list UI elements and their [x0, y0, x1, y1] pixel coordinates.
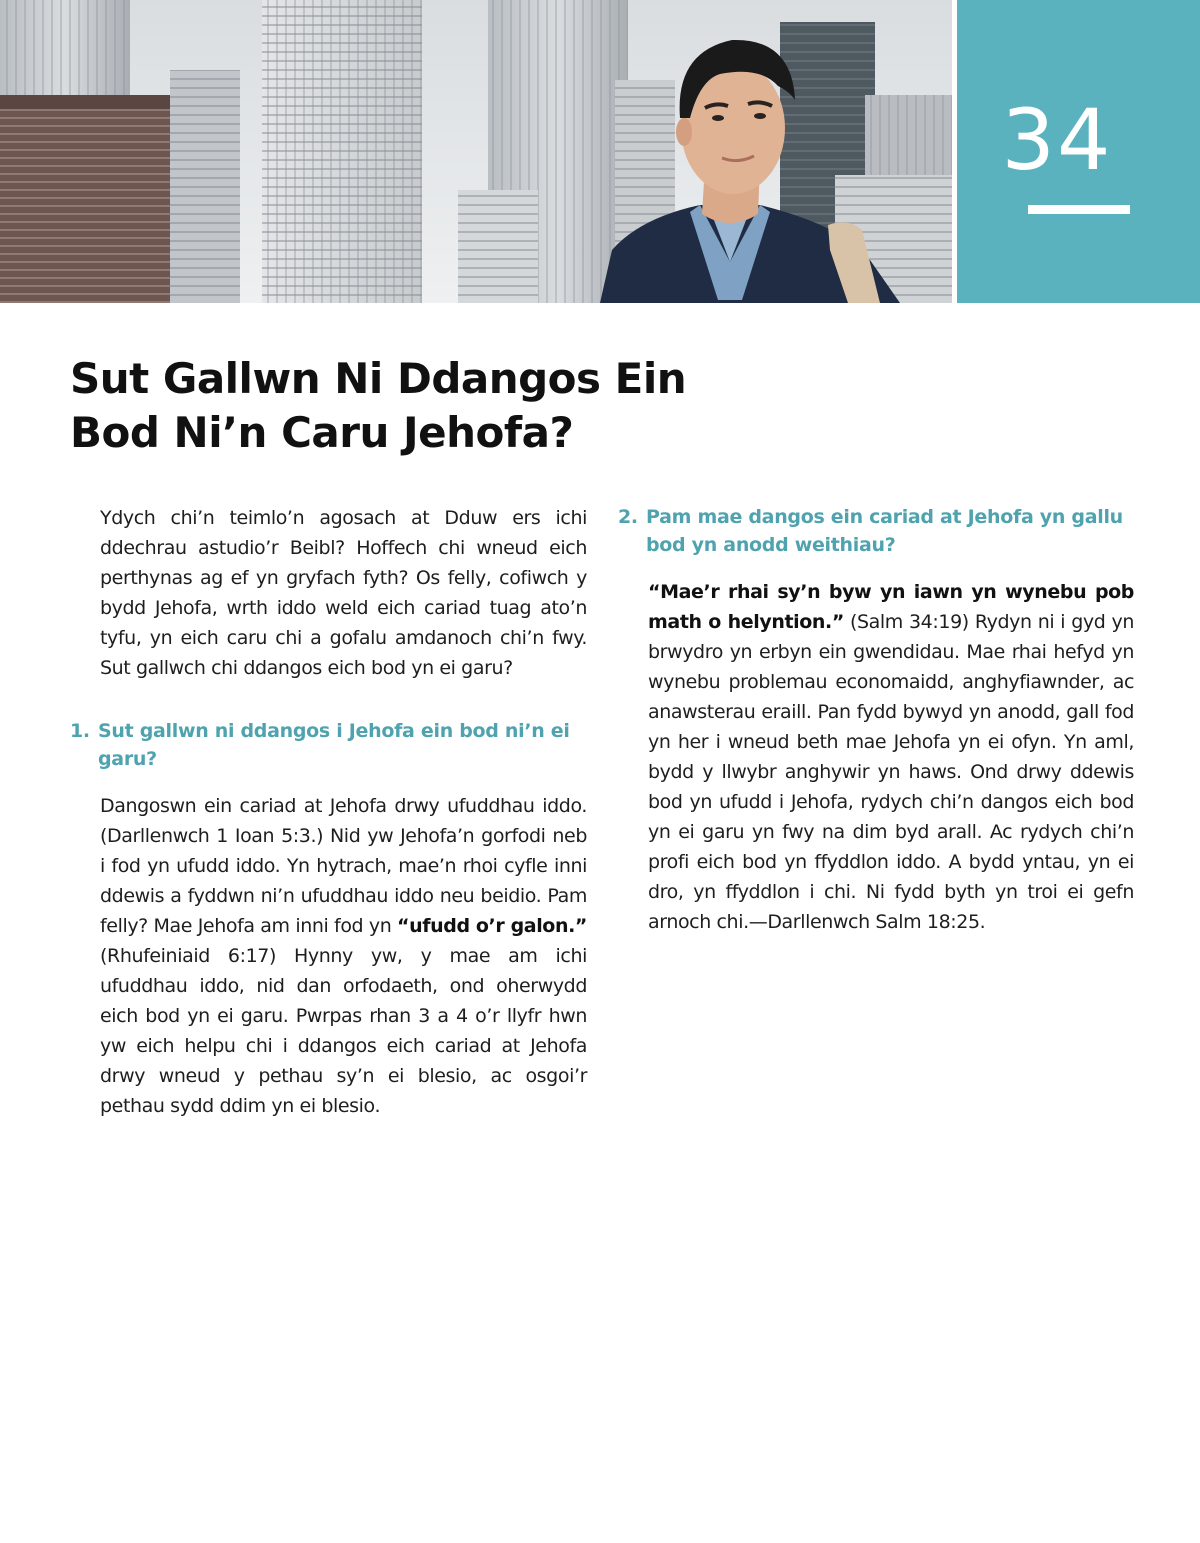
right-column: [618, 503, 1134, 937]
page-title: [70, 352, 890, 460]
lesson-number: 34: [1001, 91, 1113, 189]
page-title-line-1: Sut Gallwn Ni Ddangos Ein: [70, 354, 687, 403]
lesson-number-box: [957, 0, 1200, 303]
section-1-number: 1.: [70, 720, 90, 742]
section-2-paragraph: [618, 577, 1134, 937]
section-1-question-text: Sut gallwn ni ddangos i Jehofa ein bod ni’n ei garu?: [98, 720, 570, 770]
section-1-text-b: (Rhufeiniaid 6:17) Hynny yw, y mae am ichi ufuddhau iddo, nid dan orfodaeth, ond oherwydd eich bod yn ei garu. Pwrpas rhan 3 a 4 o’r llyfr hwn yw eich helpu chi i ddangos eich cariad at Jehofa drwy wneud y pethau sy’n ei blesio, ac osgoi’r pethau sydd ddim yn ei blesio.: [100, 945, 587, 1117]
section-2-question-text: Pam mae dangos ein cariad at Jehofa yn gallu bod yn anodd weithiau?: [646, 506, 1123, 556]
section-2-quote: “Mae’r rhai sy’n byw yn iawn yn wynebu pob math o helyntion.”: [648, 581, 1134, 633]
page-title-line-2: Bod Ni’n Caru Jehofa?: [70, 408, 574, 457]
left-column: [70, 503, 587, 1121]
section-1-question: [70, 717, 587, 773]
lesson-number-underline: [1028, 205, 1130, 214]
city-man-illustration: [0, 0, 952, 303]
section-2-text: (Salm 34:19) Rydyn ni i gyd yn brwydro yn erbyn ein gwendidau. Mae rhai hefyd yn wynebu problemau economaidd, anghyfiawnder, ac anawsterau eraill. Pan fydd bywyd yn anodd, gall fod yn her i wneud beth mae Jehofa yn ei ofyn. Yn aml, bydd y llwybr anghywir yn haws. Ond drwy ddewis bod yn ufudd i Jehofa, rydych chi’n dangos eich bod yn ei garu yn fwy na dim byd arall. Ac rydych chi’n profi eich bod yn ffyddlon iddo. A bydd yntau, yn ei dro, yn ffyddlon i chi. Ni fydd byth yn troi ei gefn arnoch chi.—Darllenwch Salm 18:25.: [648, 611, 1134, 933]
section-1-text-a: Dangoswn ein cariad at Jehofa drwy ufuddhau iddo. (Darllenwch 1 Ioan 5:3.) Nid yw Jehofa’n gorfodi neb i fod yn ufudd iddo. Yn hytrach, mae’n rhoi cyfle inni ddewis a fyddwn ni’n ufuddhau iddo neu beidio. Pam felly? Mae Jehofa am inni fod yn: [100, 795, 587, 937]
section-1-quote: “ufudd o’r galon.”: [397, 915, 587, 937]
section-2-number: 2.: [618, 506, 638, 528]
section-1-paragraph: [70, 791, 587, 1121]
intro-paragraph: Ydych chi’n teimlo’n agosach at Dduw ers ichi ddechrau astudio’r Beibl? Hoffech chi wneud eich perthynas ag ef yn gryfach fyth? Os felly, cofiwch y bydd Jehofa, wrth iddo weld eich cariad tuag ato’n tyfu, yn eich caru chi a gofalu amdanoch chi’n fwy. Sut gallwch chi ddangos eich bod yn ei garu?: [100, 507, 587, 679]
hero-photo: [0, 0, 952, 303]
section-2-question: [618, 503, 1134, 559]
